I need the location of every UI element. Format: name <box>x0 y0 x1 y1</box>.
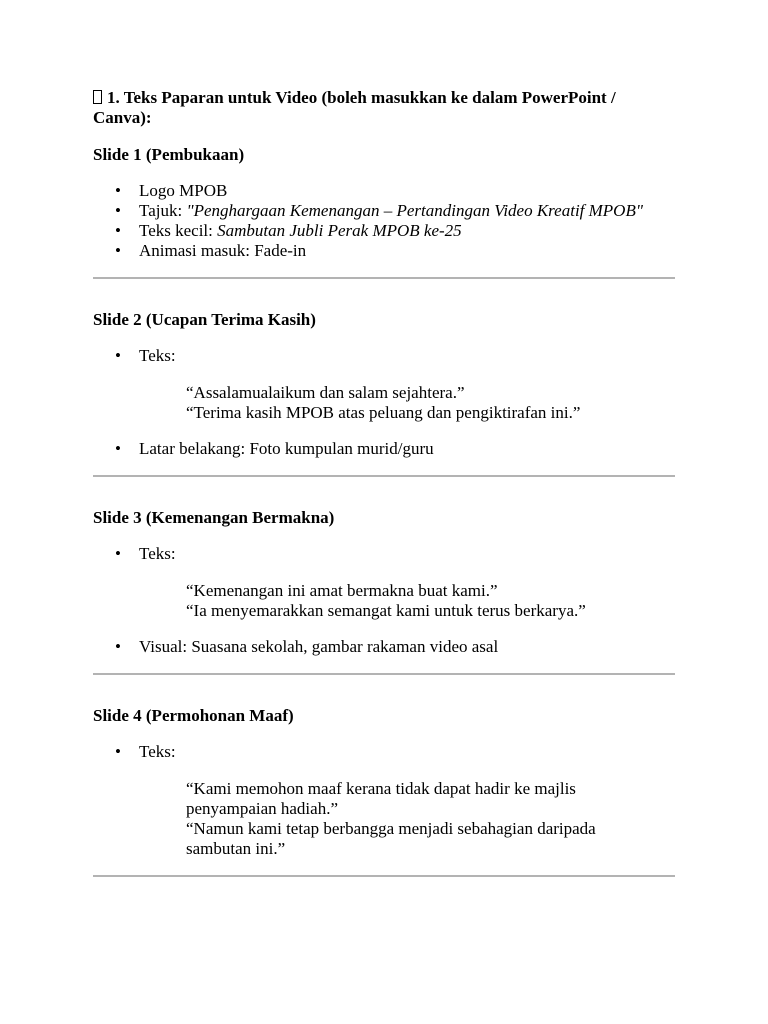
slide-2-list <box>93 346 675 366</box>
slide-2-extra-list <box>93 439 675 459</box>
quote-line: “Terima kasih MPOB atas peluang dan pengiktirafan ini.” <box>186 403 581 422</box>
slide-2-title: Slide 2 (Ucapan Terima Kasih) <box>93 310 316 329</box>
list-item <box>93 439 675 459</box>
quote-line: “Kemenangan ini amat bermakna buat kami.” <box>186 581 498 600</box>
list-item-text: Logo MPOB <box>139 181 228 200</box>
slide-3-title: Slide 3 (Kemenangan Bermakna) <box>93 508 335 527</box>
slide-1-list <box>93 181 675 261</box>
list-item-value: Sambutan Jubli Perak MPOB ke-25 <box>217 221 462 240</box>
list-item <box>93 637 675 657</box>
list-item <box>93 241 675 261</box>
list-item-text: Teks: <box>139 742 176 761</box>
list-item-text: Teks: <box>139 544 176 563</box>
divider <box>93 875 675 877</box>
slide-1-title: Slide 1 (Pembukaan) <box>93 145 245 164</box>
list-item <box>93 742 675 762</box>
list-item-text: Teks: <box>139 346 176 365</box>
slide-4-quotes <box>93 779 675 859</box>
slide-4-list <box>93 742 675 762</box>
slide-4-title: Slide 4 (Permohonan Maaf) <box>93 706 294 725</box>
quote-line: “Assalamualaikum dan salam sejahtera.” <box>186 383 465 402</box>
main-heading <box>93 88 675 128</box>
list-item <box>93 346 675 366</box>
list-item-text: Latar belakang: Foto kumpulan murid/guru <box>139 439 434 458</box>
checkbox-icon <box>93 90 102 104</box>
quote-line: “Namun kami tetap berbangga menjadi sebahagian daripada sambutan ini.” <box>186 819 596 858</box>
document-page <box>93 88 675 877</box>
main-heading-text: 1. Teks Paparan untuk Video (boleh masukkan ke dalam PowerPoint / Canva): <box>93 88 616 127</box>
list-item <box>93 221 675 241</box>
slide-3-quotes <box>93 581 675 621</box>
list-item-label: Teks kecil: <box>139 221 218 240</box>
quote-line: “Ia menyemarakkan semangat kami untuk terus berkarya.” <box>186 601 586 620</box>
list-item <box>93 544 675 564</box>
list-item-text: Visual: Suasana sekolah, gambar rakaman video asal <box>139 637 499 656</box>
list-item-text: Animasi masuk: Fade-in <box>139 241 307 260</box>
list-item <box>93 201 675 221</box>
quote-line: “Kami memohon maaf kerana tidak dapat hadir ke majlis penyampaian hadiah.” <box>186 779 576 818</box>
list-item-value: "Penghargaan Kemenangan – Pertandingan Video Kreatif MPOB" <box>186 201 643 220</box>
slide-3-list <box>93 544 675 564</box>
slide-3-extra-list <box>93 637 675 657</box>
list-item <box>93 181 675 201</box>
list-item-label: Tajuk: <box>139 201 187 220</box>
slide-2-quotes <box>93 383 675 423</box>
